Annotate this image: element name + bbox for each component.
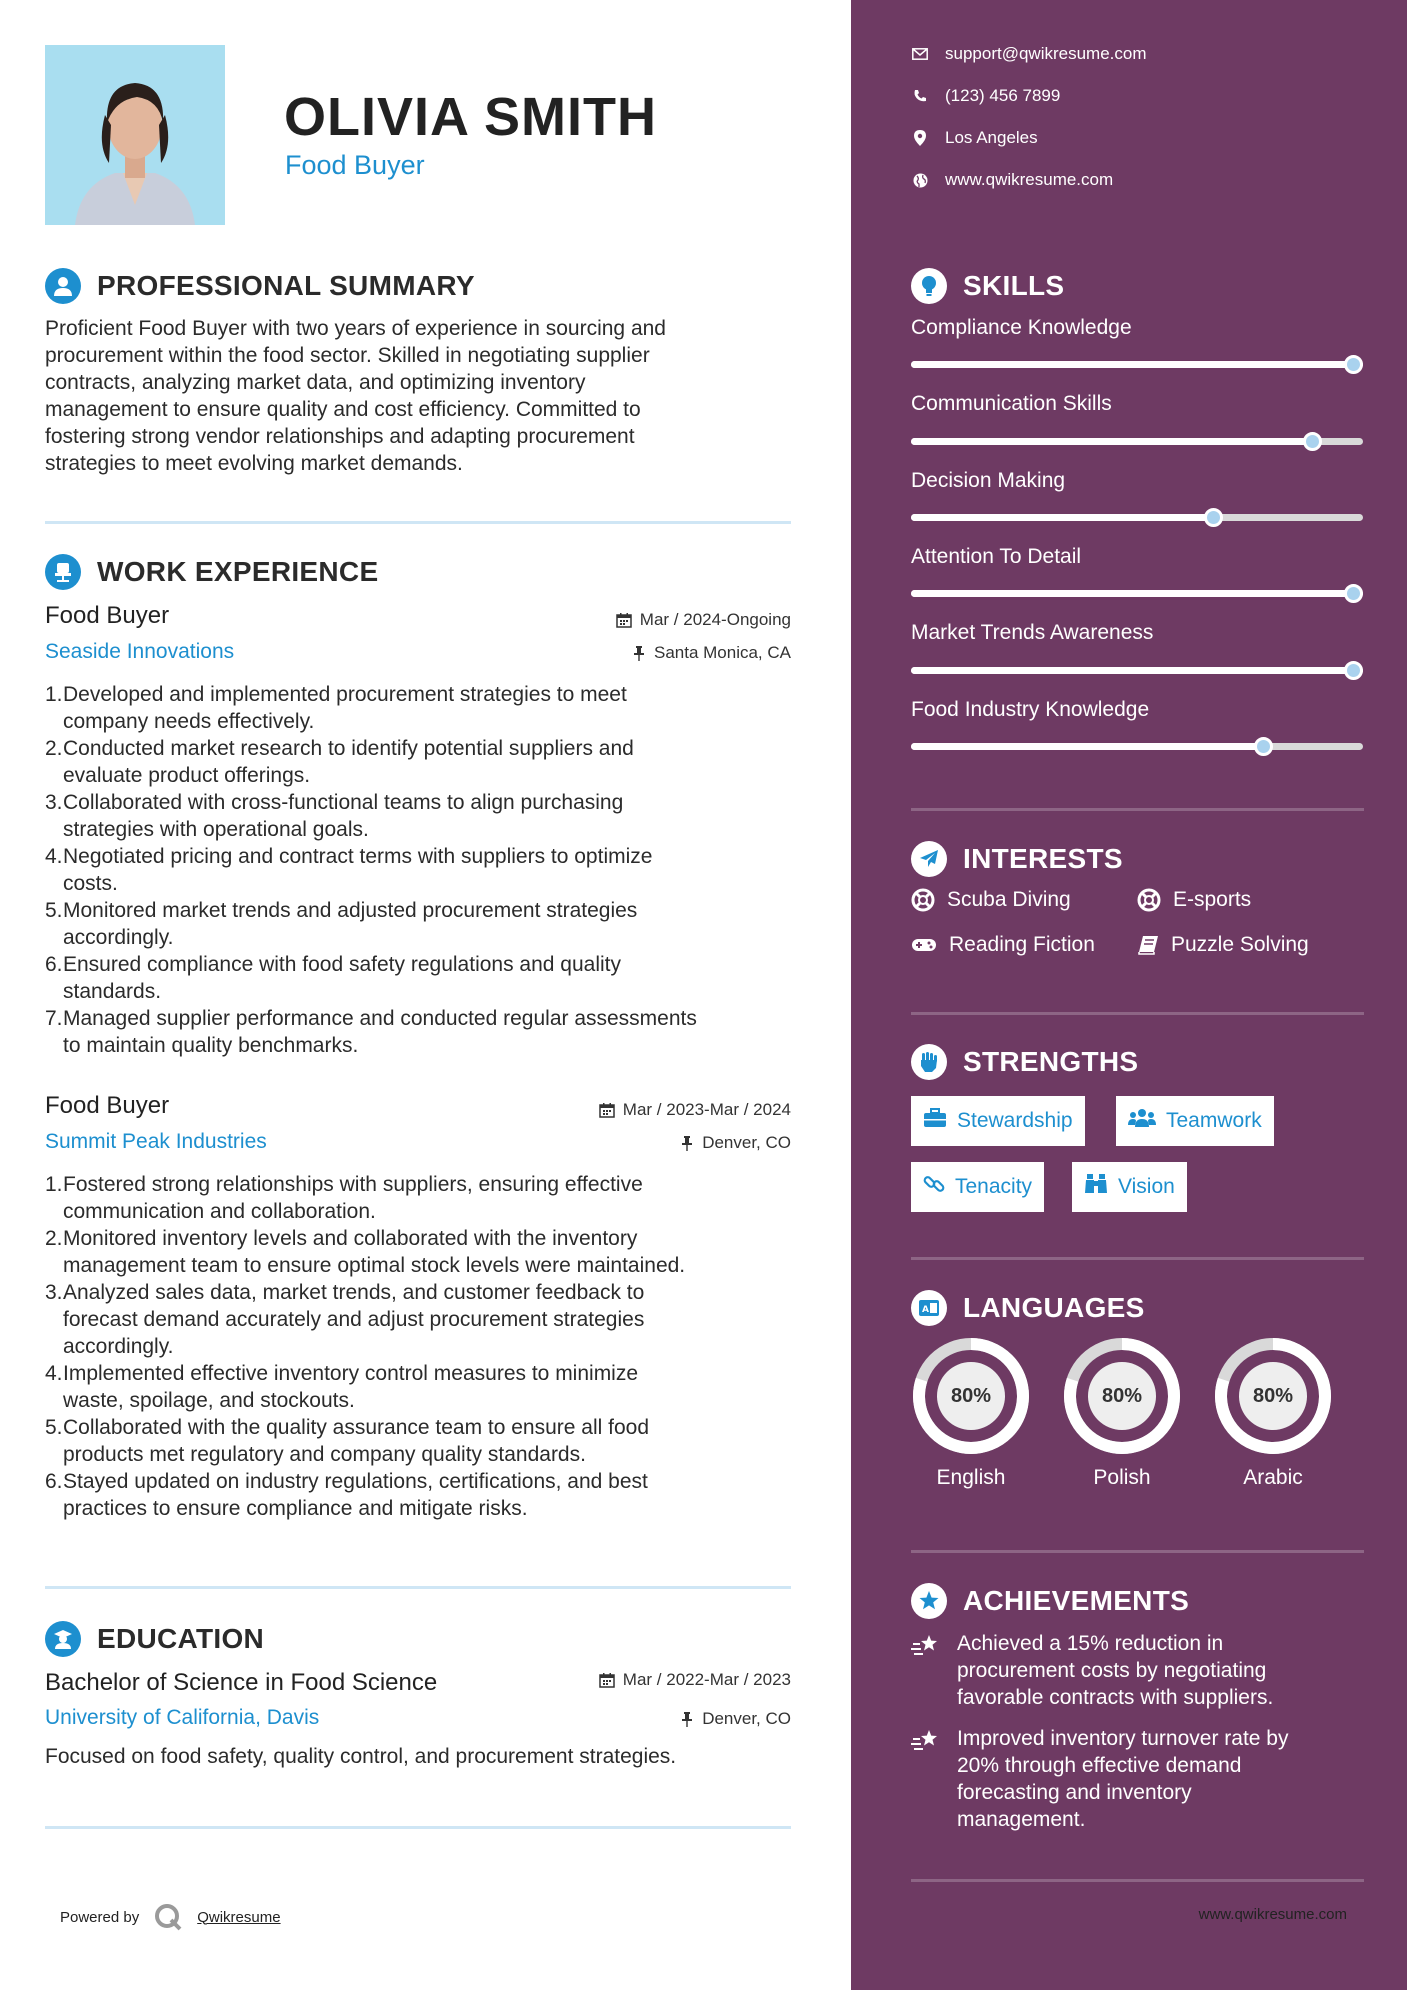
achievement-line: forecasting and inventory	[957, 1781, 1192, 1804]
pin-icon	[632, 645, 646, 661]
powered-by-label: Powered by	[60, 1908, 140, 1926]
lightbulb-icon	[911, 268, 947, 304]
language-name: Polish	[1093, 1466, 1151, 1489]
chair-icon	[45, 554, 81, 590]
skill-name: Market Trends Awareness	[911, 621, 1154, 644]
strength-label: Tenacity	[955, 1175, 1033, 1198]
skill-name: Attention To Detail	[911, 545, 1082, 568]
strength-tag	[911, 1096, 1085, 1146]
skill-bar-knob	[1344, 355, 1363, 374]
interest-item	[1137, 888, 1251, 912]
job-date	[616, 610, 791, 630]
summary-line: contracts, analyzing market data, and optimizing inventory	[45, 371, 586, 394]
language-name: Arabic	[1243, 1466, 1303, 1489]
list-item: 5. Monitored market trends and adjusted procurement strategies accordingly.	[45, 899, 638, 949]
pin-icon	[680, 1135, 694, 1151]
skill-name: Communication Skills	[911, 392, 1112, 415]
achievement-line: procurement costs by negotiating	[957, 1659, 1267, 1682]
language-item	[1213, 1336, 1333, 1490]
life-ring-icon	[1137, 888, 1161, 912]
phone-icon	[911, 89, 929, 103]
skill-bar	[911, 590, 1363, 597]
skill-bar-knob	[1204, 508, 1223, 527]
achievements-title: ACHIEVEMENTS	[963, 1585, 1190, 1616]
strength-label: Stewardship	[957, 1109, 1073, 1132]
list-item: 4. Negotiated pricing and contract terms with suppliers to optimize costs.	[45, 845, 653, 895]
contact-phone[interactable]	[911, 86, 1060, 106]
job-location-text: Denver, CO	[702, 1133, 791, 1152]
duty-list	[45, 1171, 805, 1522]
strengths-heading	[911, 1044, 1138, 1080]
strength-tag	[1072, 1162, 1187, 1212]
skill-bar-knob	[1303, 432, 1322, 451]
language-item	[911, 1336, 1031, 1490]
briefcase-icon	[923, 1108, 947, 1134]
education-date	[599, 1670, 791, 1690]
interest-item	[911, 933, 1095, 957]
svg-text:A: A	[922, 1305, 929, 1315]
interest-label: Reading Fiction	[949, 933, 1095, 956]
achievement-line: Improved inventory turnover rate by	[957, 1727, 1289, 1750]
list-item: 5. Collaborated with the quality assurance team to ensure all food products met regulatory and company quality standards.	[45, 1416, 650, 1466]
portrait-image	[45, 45, 225, 225]
interests-heading	[911, 841, 1123, 877]
list-item: 3. Analyzed sales data, market trends, and customer feedback to forecast demand accurately and adjust procurement strategies accordingly.	[45, 1281, 645, 1358]
skill-bar-fill	[911, 514, 1214, 521]
education-location	[680, 1709, 791, 1729]
section-divider	[45, 1826, 791, 1829]
duty-list	[45, 681, 805, 1059]
section-divider	[45, 1586, 791, 1589]
sidebar	[851, 0, 1407, 1990]
summary-line: procurement within the food sector. Skilled in negotiating supplier	[45, 344, 650, 367]
skills-heading	[911, 268, 1064, 304]
job-date	[599, 1100, 791, 1120]
company-name: Summit Peak Industries	[45, 1130, 267, 1153]
strength-tag	[911, 1162, 1044, 1212]
profile-photo	[45, 45, 225, 225]
pin-icon	[680, 1711, 694, 1727]
job-location	[680, 1133, 791, 1153]
sidebar-divider	[911, 1012, 1364, 1015]
language-icon	[911, 1290, 947, 1326]
skill-bar	[911, 438, 1363, 445]
achievements-heading	[911, 1583, 1189, 1619]
section-divider	[45, 521, 791, 524]
graduate-icon	[45, 1621, 81, 1657]
paper-plane-icon	[911, 841, 947, 877]
contact-email[interactable]	[911, 44, 1147, 64]
strength-tag	[1116, 1096, 1274, 1146]
skill-bar	[911, 743, 1363, 750]
list-item: 1. Fostered strong relationships with suppliers, ensuring effective communication and collaboration.	[45, 1173, 643, 1223]
school-name: University of California, Davis	[45, 1706, 320, 1729]
language-percent: 80%	[1101, 1384, 1143, 1407]
interest-label: E-sports	[1173, 888, 1252, 911]
list-item: 2. Conducted market research to identify potential suppliers and evaluate product offerings.	[45, 737, 634, 787]
experience-title: WORK EXPERIENCE	[97, 556, 379, 587]
contact-location	[911, 128, 1038, 148]
calendar-icon	[616, 612, 632, 628]
envelope-icon	[911, 48, 929, 60]
shooting-star-icon	[911, 1725, 941, 1833]
list-item: 4. Implemented effective inventory control measures to minimize waste, spoilage, and stockouts.	[45, 1362, 639, 1412]
experience-heading	[45, 554, 378, 590]
summary-line: Proficient Food Buyer with two years of experience in sourcing and	[45, 317, 666, 340]
summary-line: management to ensure quality and cost efficiency. Committed to	[45, 398, 641, 421]
contact-phone-text: (123) 456 7899	[945, 86, 1061, 105]
contact-email-text: support@qwikresume.com	[945, 44, 1147, 63]
sidebar-divider	[911, 1550, 1364, 1553]
contact-location-text: Los Angeles	[945, 128, 1038, 147]
job-title: Food Buyer	[45, 602, 170, 629]
education-date-text: Mar / 2022-Mar / 2023	[622, 1670, 791, 1689]
fist-icon	[911, 1044, 947, 1080]
contact-website-text: www.qwikresume.com	[945, 170, 1114, 189]
skill-bar-knob	[1344, 661, 1363, 680]
skill-bar-fill	[911, 438, 1313, 445]
interests-title: INTERESTS	[963, 843, 1123, 874]
achievement-line: 20% through effective demand	[957, 1754, 1242, 1777]
language-percent: 80%	[1252, 1384, 1294, 1407]
summary-title: PROFESSIONAL SUMMARY	[97, 270, 475, 301]
achievement-line: favorable contracts with suppliers.	[957, 1686, 1274, 1709]
job-date-text: Mar / 2023-Mar / 2024	[622, 1100, 791, 1119]
powered-by	[60, 1902, 281, 1932]
footer-url[interactable]: www.qwikresume.com	[1198, 1906, 1347, 1923]
achievement-item	[911, 1725, 1351, 1833]
skill-name: Compliance Knowledge	[911, 316, 1132, 339]
candidate-name: OLIVIA SMITH	[284, 87, 657, 147]
company-name: Seaside Innovations	[45, 640, 235, 663]
skill-name: Food Industry Knowledge	[911, 698, 1150, 721]
languages-title: LANGUAGES	[963, 1292, 1145, 1323]
list-item: 6. Ensured compliance with food safety regulations and quality standards.	[45, 953, 621, 1003]
map-marker-icon	[911, 130, 929, 146]
globe-icon	[911, 173, 929, 188]
skill-name: Decision Making	[911, 469, 1066, 492]
gamepad-icon	[911, 936, 937, 954]
interest-item	[1137, 933, 1309, 957]
book-icon	[1137, 934, 1159, 956]
users-icon	[1128, 1108, 1156, 1134]
sidebar-divider	[911, 1257, 1364, 1260]
shooting-star-icon	[911, 1630, 941, 1711]
strengths-title: STRENGTHS	[963, 1046, 1139, 1077]
language-ring	[1213, 1336, 1333, 1456]
language-name: English	[936, 1466, 1006, 1489]
job-title: Food Buyer	[45, 1092, 170, 1119]
skills-title: SKILLS	[963, 270, 1065, 301]
life-ring-icon	[911, 888, 935, 912]
skill-bar-knob	[1344, 584, 1363, 603]
summary-heading	[45, 268, 475, 304]
achievement-item	[911, 1630, 1351, 1711]
sidebar-divider	[911, 1879, 1364, 1882]
skill-bar-fill	[911, 590, 1363, 597]
contact-website[interactable]	[911, 170, 1113, 190]
skill-bar	[911, 361, 1363, 368]
list-item: 3. Collaborated with cross-functional teams to align purchasing strategies with operational goals.	[45, 791, 624, 841]
language-percent: 80%	[950, 1384, 992, 1407]
education-location-text: Denver, CO	[702, 1709, 791, 1728]
calendar-icon	[599, 1672, 615, 1688]
skill-bar	[911, 514, 1363, 521]
interest-item	[911, 888, 1071, 912]
calendar-icon	[599, 1102, 615, 1118]
user-icon	[45, 268, 81, 304]
list-item: 2. Monitored inventory levels and collaborated with the inventory management team to ensure optimal stock levels were maintained.	[45, 1227, 686, 1277]
sidebar-divider	[911, 808, 1364, 811]
education-description: Focused on food safety, quality control, and procurement strategies.	[45, 1745, 677, 1768]
strength-label: Teamwork	[1166, 1109, 1262, 1132]
education-title: EDUCATION	[97, 1623, 265, 1654]
summary-text	[45, 315, 825, 477]
languages-heading	[911, 1290, 1145, 1326]
education-heading	[45, 1621, 264, 1657]
job-date-text: Mar / 2024-Ongoing	[639, 610, 791, 629]
interest-label: Scuba Diving	[947, 888, 1071, 911]
skill-bar-fill	[911, 361, 1363, 368]
skill-bar-knob	[1254, 737, 1273, 756]
skill-bar-fill	[911, 743, 1264, 750]
strength-label: Vision	[1118, 1175, 1175, 1198]
skill-bar	[911, 667, 1363, 674]
degree-title: Bachelor of Science in Food Science	[45, 1669, 438, 1696]
language-ring	[1062, 1336, 1182, 1456]
language-item	[1062, 1336, 1182, 1490]
list-item: 7. Managed supplier performance and conducted regular assessments to maintain quality benchmarks.	[45, 1007, 697, 1057]
list-item: 6. Stayed updated on industry regulations, certifications, and best practices to ensure compliance and mitigate risks.	[45, 1470, 648, 1520]
achievement-line: Achieved a 15% reduction in	[957, 1632, 1224, 1655]
brand-link[interactable]: Qwikresume	[197, 1908, 281, 1926]
list-item: 1. Developed and implemented procurement strategies to meet company needs effectively.	[45, 683, 627, 733]
interest-label: Puzzle Solving	[1171, 933, 1309, 956]
summary-line: strategies to meet evolving market demands.	[45, 452, 463, 475]
achievement-line: management.	[957, 1808, 1086, 1831]
candidate-role: Food Buyer	[285, 150, 425, 180]
qwikresume-logo-icon	[153, 1902, 183, 1932]
job-location-text: Santa Monica, CA	[653, 643, 791, 662]
skill-bar-fill	[911, 667, 1363, 674]
star-badge-icon	[911, 1583, 947, 1619]
binoculars-icon	[1084, 1173, 1108, 1201]
link-icon	[923, 1173, 945, 1201]
summary-line: fostering strong vendor relationships and adapting procurement	[45, 425, 635, 448]
job-location	[632, 643, 791, 663]
language-ring	[911, 1336, 1031, 1456]
